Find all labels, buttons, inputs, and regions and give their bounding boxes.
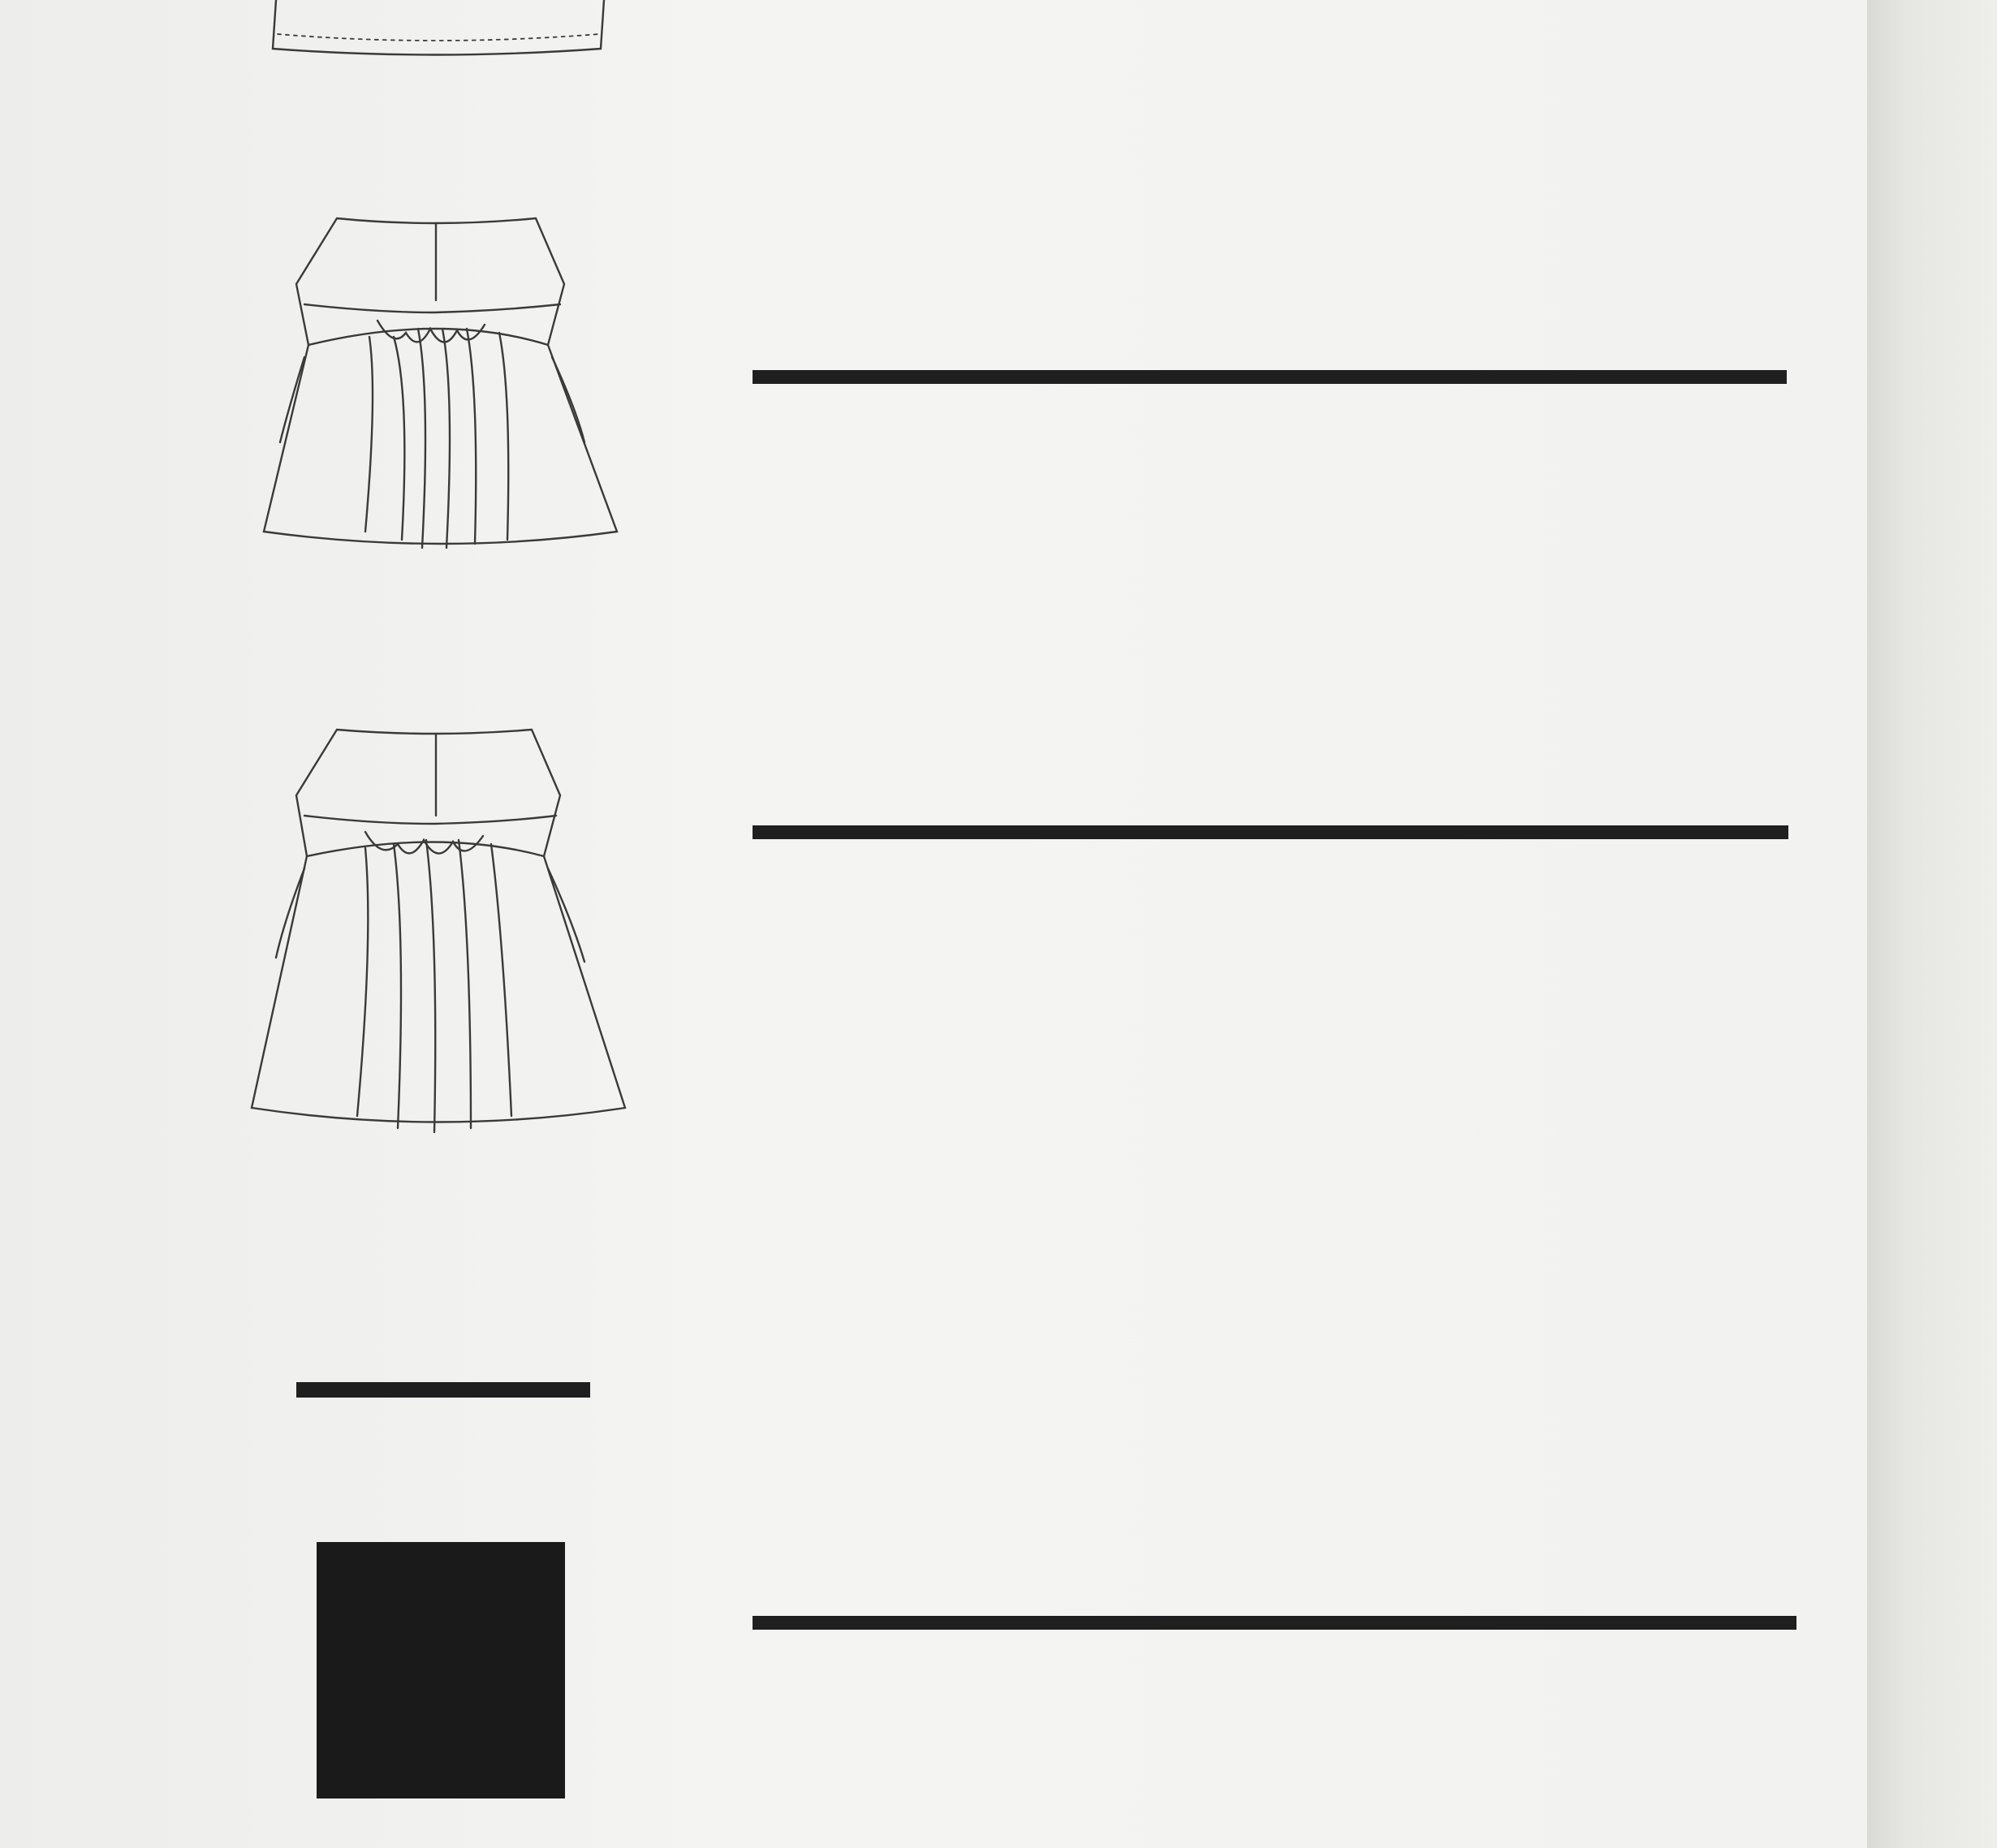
body-measurements-title — [755, 302, 773, 349]
view-a-skirt-sketch — [260, 0, 617, 65]
finished-thick-rule — [753, 1616, 1796, 1630]
snap-code-image[interactable] — [317, 1542, 565, 1798]
body-thick-rule — [753, 370, 1787, 384]
fabric-requirements-title — [755, 757, 773, 804]
page-edge — [1867, 0, 1997, 1848]
snap-me-rule — [296, 1382, 590, 1398]
view-b-skirt-sketch — [256, 215, 629, 564]
view-c-skirt-sketch — [244, 726, 633, 1148]
fabric-thick-rule — [753, 825, 1788, 839]
finished-measurements-title — [755, 1549, 773, 1596]
